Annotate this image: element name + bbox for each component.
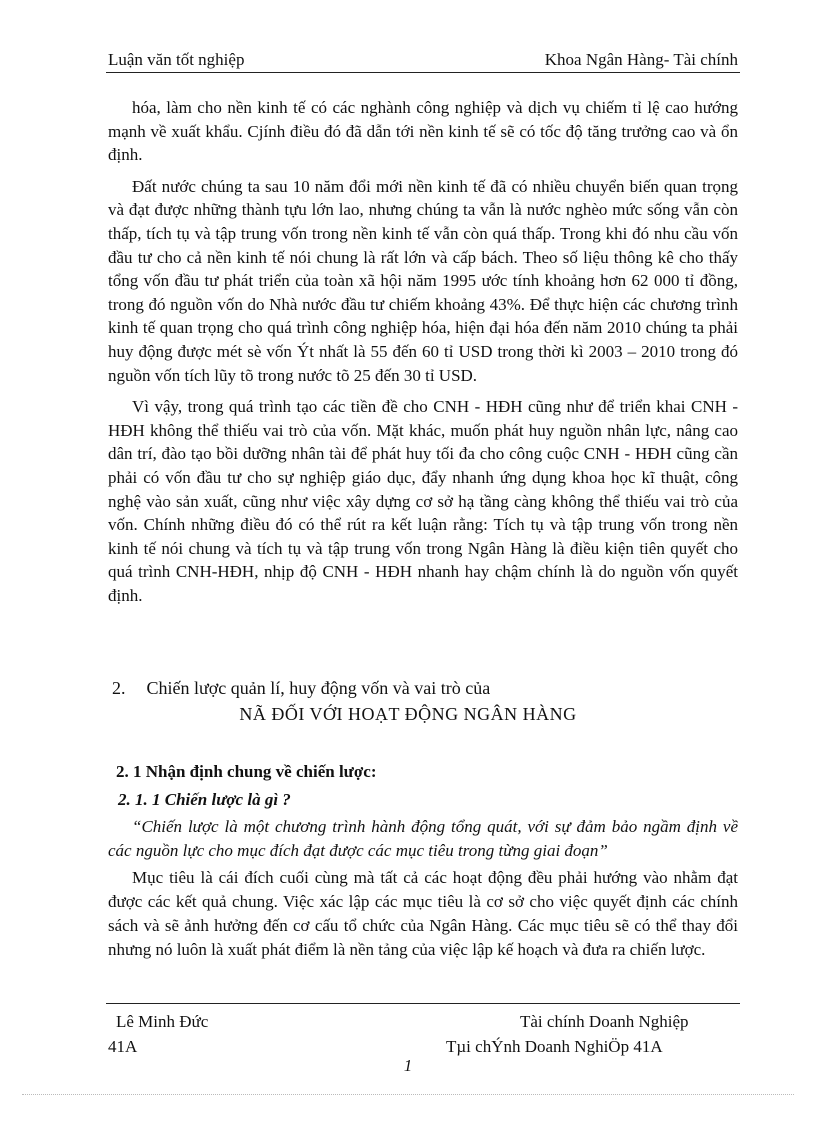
footer-rule [106,1003,740,1004]
paragraph-2: Đất nước chúng ta sau 10 năm đổi mới nền kinh tế đã có nhiều chuyển biến quan trọng và đạt được những thành tựu lớn lao, nhưng chúng ta vẫn là nước nghèo mức sống vẫn còn thấp, tích tụ và tập trung vốn trong nền kinh tế vẫn còn quá thấp. Trong khi đó nhu cầu vốn đầu tư cho cả nền kinh tế nói chung là rất lớn và cấp bách. Theo số liệu thông kê cho thấy tổng vốn đầu tư phát triển của toàn xã hội năm 1995 ước tính khoảng hơn 62 000 tỉ đồng, trong đó nguồn vốn do Nhà nước đầu tư chiếm khoảng 43%. Để thực hiện các chương trình kinh tế quan trọng cho quá trình công nghiệp hóa, hiện đại hóa đến năm 2010 chúng ta phải huy động được mét sè vốn Ýt nhất là 55 đến 60 tỉ USD trong thời kì 2003 – 2010 trong đó nguồn vốn tích lũy tõ trong nước tõ 25 đến 30 tỉ USD. [108,176,738,385]
section-number: 2. [112,678,126,698]
section-title-line2: NÃ ĐỐI VỚI HOẠT ĐỘNG NGÂN HÀNG [239,704,577,724]
definition-quote: “Chiến lược là một chương trình hành động tổng quát, với sự đảm bảo ngầm định về các nguồn lực cho mục đích đạt được các mục tiêu trong từng giai đoạn” [108,817,738,860]
page-header [108,50,738,72]
subheading-1: 2. 1 Nhận định chung về chiến lược: [116,762,377,781]
paragraph-1: hóa, làm cho nền kinh tế có các nghành công nghiệp và dịch vụ chiếm tỉ lệ cao hướng mạnh về xuất khẩu. Cjính điều đó đã dẫn tới nền kinh tế sẽ có tốc độ tăng trưởng cao và ổn định. [108,98,738,165]
page-break-line [22,1094,794,1095]
footer-department: Tài chính Doanh Nghiệp [520,1012,689,1031]
page-number: 1 [403,1056,413,1075]
footer-department-encoded: Tµi chÝnh Doanh NghiÖp 41A [446,1037,663,1056]
paragraph-3: Vì vậy, trong quá trình tạo các tiền đề cho CNH - HĐH cũng như để triển khai CNH - HĐH không thể thiếu vai trò của vốn. Mặt khác, muốn phát huy nguồn nhân lực, nâng cao dân trí, đào tạo bồi dưỡng nhân tài để phát huy tối đa cho công cuộc CNH - HĐH cũng cần phải có vốn đầu tư cho sự nghiệp giáo dục, đẩy nhanh ứng dụng khoa học kĩ thuật, công nghệ vào sản xuất, cũng như việc xây dựng cơ sở hạ tầng càng không thể thiếu vai trò của vốn. Chính những điều đó có thể rút ra kết luận rằng: Tích tụ và tập trung vốn trong nền kinh tế nói chung và tích tụ và tập trung vốn trong Ngân Hàng là điều kiện tiên quyết cho quá trình CNH-HĐH, nhịp độ CNH - HĐH nhanh hay chậm chính là do nguồn vốn quyết định. [108,397,738,605]
paragraph-4: Mục tiêu là cái đích cuối cùng mà tất cả các hoạt động đều phải hướng vào nhằm đạt được các kết quả chung. Việc xác lập các mục tiêu là cơ sở cho việc quyết định các chính sách và sẽ ảnh hưởng đến cơ cấu tổ chức của Ngân Hàng. Các mục tiêu sẽ có thể thay đổi nhưng nó luôn là xuất phát điểm là nền tảng của việc lập kế hoạch và đưa ra chiến lược. [108,868,738,959]
body-text-2 [108,866,738,962]
section-title-line1: Chiến lược quản lí, huy động vốn và vai trò của [146,678,491,698]
header-left: Luận văn tốt nghiệp [108,50,245,69]
header-rule [106,72,740,73]
footer-class: 41A [108,1037,138,1056]
body-text [108,96,738,607]
header-right: Khoa Ngân Hàng- Tài chính [544,50,738,69]
section-heading [112,678,742,699]
subheading-2: 2. 1. 1 Chiến lược là gì ? [118,790,291,809]
footer-author: Lê Minh Đức [116,1012,209,1031]
